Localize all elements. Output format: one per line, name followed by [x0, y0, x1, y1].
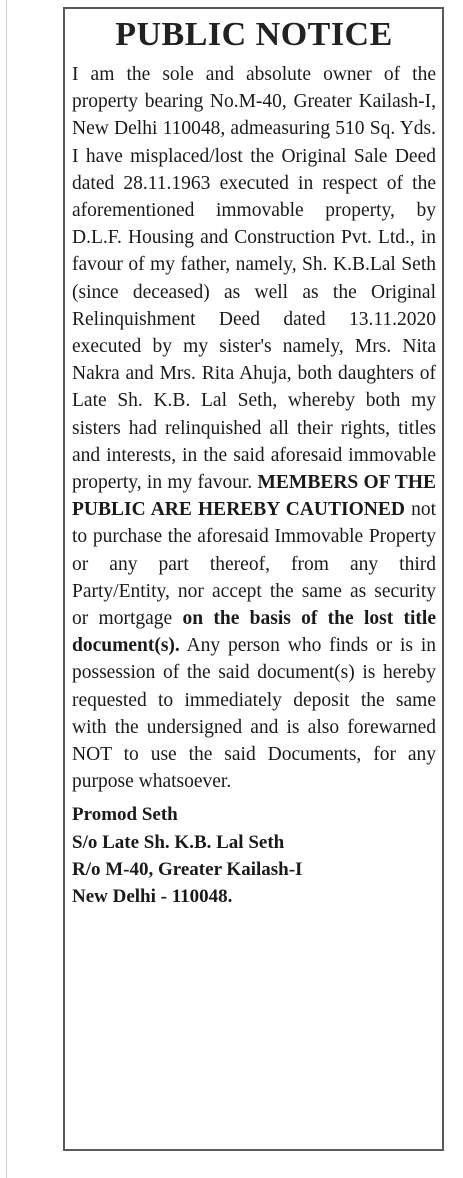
notice-body [72, 61, 436, 795]
signatory-city: New Delhi - 110048. [72, 886, 233, 908]
closing-text: Any person who finds or is in possession of the said document(s) is hereby requested to immediately deposit the same with the undersigned and is also forewarned NOT to use the said Documents, for any purpose whatsoever. [72, 635, 436, 793]
notice-title: PUBLIC NOTICE [115, 16, 393, 53]
signature-block [72, 801, 436, 910]
public-notice-box [63, 7, 444, 1151]
signatory-parent: S/o Late Sh. K.B. Lal Seth [72, 831, 285, 853]
basis-text: on the basis of the lost title document(s). [72, 608, 436, 657]
signatory-name: Promod Seth [72, 804, 178, 826]
notice-paragraph-ownership: I am the sole and absolute owner of the property bearing No.M-40, Greater Kailash-I, New Delhi 110048, admeasuring 510 Sq. Yds. I have misplaced/lost the Original Sale Deed dated 28.11.1963 executed in respect of the aforementioned immovable property, by D.L.F. Housing and Construction Pvt. Ltd., in favour of my father, namely, Sh. K.B.Lal Seth (since deceased) as well as the Original Relinquishment Deed dated 13.11.2020 executed by my sister's namely, Mrs. Nita Nakra and Mrs. Rita Ahuja, both daughters of Late Sh. K.B. Lal Seth, whereby both my sisters had relinquished all their rights, titles and interests, in the said aforesaid immovable property, in my favour. [72, 64, 436, 494]
caution-heading: MEMBERS OF THE PUBLIC ARE HEREBY CAUTIONED [72, 472, 436, 521]
signatory-residence: R/o M-40, Greater Kailash-I [72, 858, 303, 880]
caution-text: not to purchase the aforesaid Immovable Property or any part thereof, from any third Party/Entity, nor accept the same as security or mortgage [72, 499, 436, 630]
column-divider [6, 0, 7, 1178]
